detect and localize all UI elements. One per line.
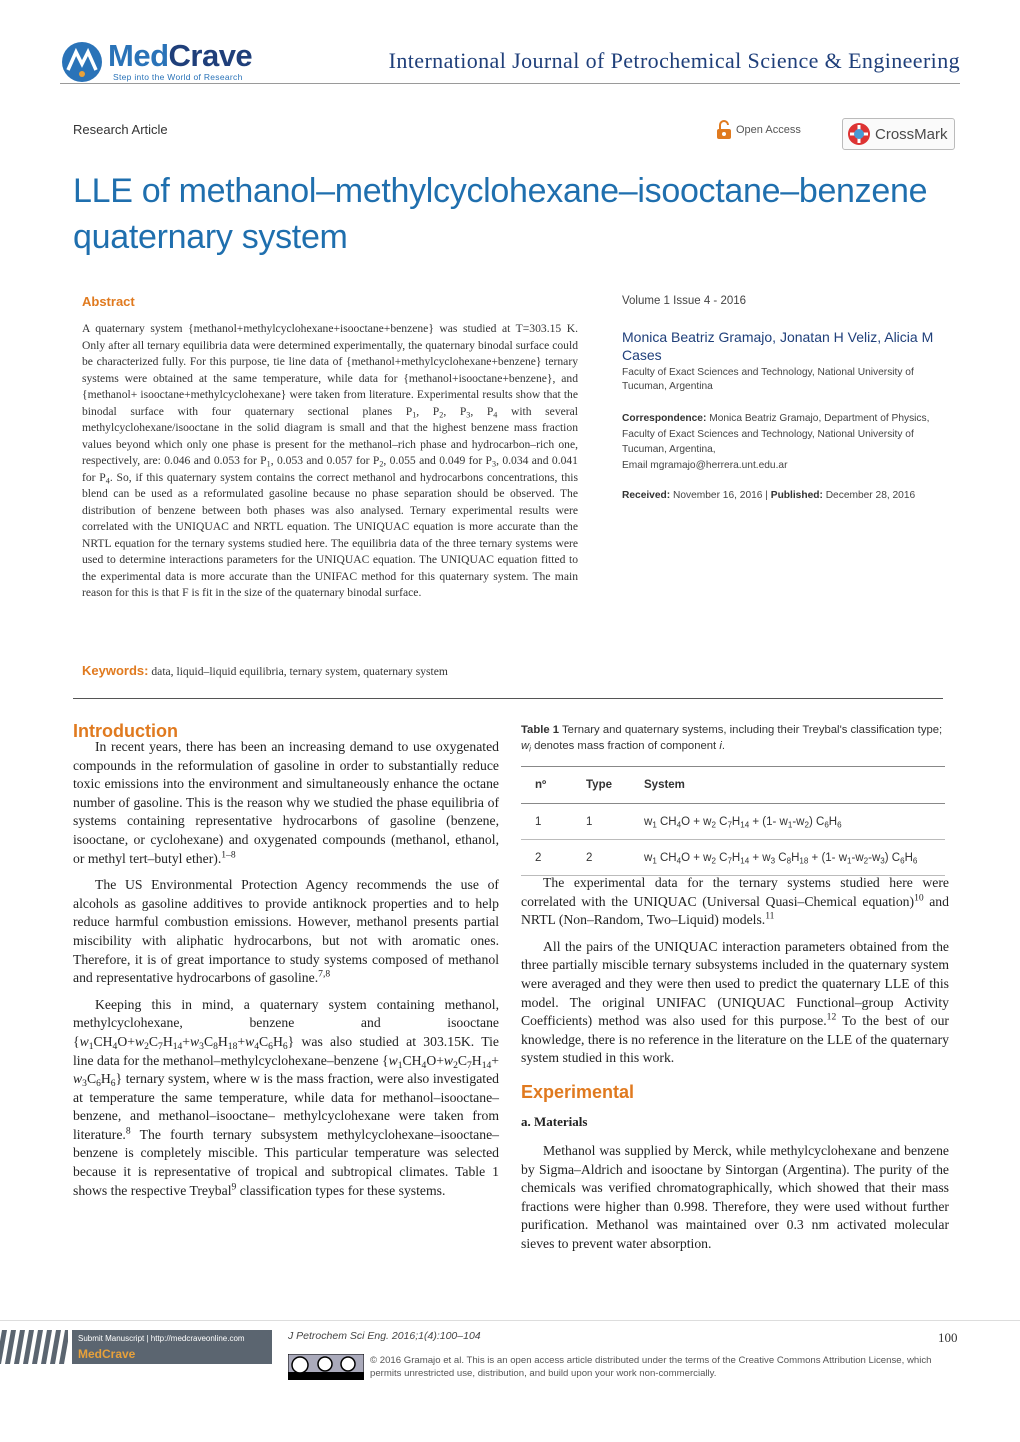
article-type: Research Article bbox=[73, 122, 168, 137]
cell-type: 1 bbox=[582, 804, 643, 840]
crossmark-button[interactable] bbox=[842, 118, 955, 150]
affiliation: Faculty of Exact Sciences and Technology, National University of Tucuman, Argentina bbox=[622, 367, 914, 392]
published-label: Published: bbox=[770, 490, 823, 501]
footer-citation: J Petrochem Sci Eng. 2016;1(4):100–104 bbox=[288, 1330, 481, 1342]
volume-issue: Volume 1 Issue 4 - 2016 bbox=[622, 295, 747, 307]
medcrave-logo[interactable]: MedCrave bbox=[108, 38, 253, 73]
col-header-type: Type bbox=[582, 767, 643, 804]
journal-title: International Journal of Petrochemical Science & Engineering bbox=[388, 48, 960, 73]
cell-type: 2 bbox=[582, 840, 643, 876]
published-date: December 28, 2016 bbox=[825, 490, 916, 501]
correspondence-label: Correspondence: bbox=[622, 413, 707, 424]
article-title: LLE of methanol–methylcyclohexane–isooctane–benzene quaternary system bbox=[73, 172, 928, 256]
table-row bbox=[521, 804, 945, 840]
medcrave-logo-icon bbox=[60, 40, 104, 84]
experimental-heading: Experimental bbox=[521, 1082, 635, 1102]
authors: Monica Beatriz Gramajo, Jonatan H Veliz, Alicia M Cases bbox=[622, 329, 934, 363]
barcode-decoration-icon bbox=[0, 1330, 68, 1364]
received-label: Received: bbox=[622, 490, 671, 501]
cell-system: $w_1$ $CH_4O + w_2$ $C_7H_{14} + (1-$ $w_1-w_2$) $C_6H_6$ bbox=[643, 804, 945, 840]
received-date: November 16, 2016 bbox=[672, 490, 763, 501]
cell-n: 2 bbox=[521, 840, 582, 876]
keywords-list: data, liquid–liquid equilibria, ternary system, quaternary system bbox=[151, 665, 448, 678]
keywords-label: Keywords: bbox=[82, 663, 149, 678]
header-divider bbox=[60, 83, 960, 84]
introduction-text: In recent years, there has been an increasing demand to use oxygenated compounds in the reformulation of gasoline in order to substantially reduce toxic emissions into the environment and simultaneously enhance the octane number of gasoline. This is the reason why we studied the phase equilibria of systems containing representative hydrocarbons of gasoline (benzene, isooctane, or cyclohexane) and oxygenated compounds (methanol, ethanol, or methyl tert–butyl ether).$^{1-8}$ The US Environmental Protection Agency recommends the use of alcohols as gasoline additives to provide antiknock properties and to help reduce harmful combustion emissions. However, methanol presents partial miscibility with aliphatic hydrocarbons, but not with aromatic ones. Therefore, it is of great importance to study systems composed of methanol and representative hydrocarbons of gasoline.$^{7,8}$ Keeping this in mind, a quaternary system containing methanol, methylcyclohexane, benzene and isooctane $\{w_1CH_4O+w_2C_7H_{14}+w_3C_8H_{18}+w_4C_6H_6\}$ was also studied at 303.15K. Tie line data for the methanol–methylcyclohexane–benzene $\{w_1CH_4O+w_2C_7H_{14}+ w_3C_6H_6\}$ ternary system, where w is the mass fraction, were also investigated at temperature the same temperature, while data for methanol–isooctane–benzene, and methanol–isooctane– methylcyclohexane were taken from literature.$^8$ The fourth ternary subsystem methylcyclohexane–isooctane–benzene is completely miscible. This particular temperature was selected because it is representative of tropical and subtropical climates. Table 1 shows the respective Treybal$^9$ classification types for these systems. bbox=[73, 739, 499, 1198]
article-dates: Received: November 16, 2016 | Published: December 28, 2016 bbox=[622, 490, 916, 501]
keywords bbox=[82, 663, 448, 678]
logo-tagline: Step into the World of Research bbox=[113, 72, 243, 82]
creative-commons-icon[interactable] bbox=[288, 1354, 364, 1380]
correspondence-text: Monica Beatriz Gramajo, Department of Physics, Faculty of Exact Sciences and Technology, National University of Tucuman, Argentina, bbox=[622, 413, 930, 455]
table-header-row bbox=[521, 767, 945, 804]
footer-divider bbox=[0, 1320, 1020, 1321]
crossmark-icon bbox=[847, 122, 871, 146]
table-row bbox=[521, 840, 945, 876]
abstract-text: A quaternary system {methanol+methylcyclohexane+isooctane+benzene} was studied at T=303.15 K. Only after all ternary equilibria data were determined experimentally, the quaternary binodal surface could be characterized fully. For this purpose, tie line data of {methanol+methylcyclohexane+benzene} ternary systems were obtained at the same temperature, while data for {methanol+isooctane+benzene}, and {methanol+ isooctane+methylcyclohexane} were taken from literature. Experimental results show that the binodal surface with four quaternary sectional planes $P_1$, $P_2$, $P_3$, $P_4$ with several methylcyclohexane/isooctane in the solid diagram is small and that the highest benzene mass fraction values beyond which only one phase is present for the methanol–rich phase and hydrocarbon–rich one, respectively, are: 0.046 and 0.053 for $P_1$, 0.053 and 0.057 for $P_2$, 0.055 and 0.049 for $P_3$, 0.034 and 0.041 for $P_4$. So, if this quaternary system contains the correct methanol and hydrocarbons concentrations, this blend can be used as a reformulated gasoline because no phase separation should be observed. The distribution of benzene between both phases was also analysed. Ternary experimental results were correlated with the UNIQUAC and NRTL equation. The UNIQUAC equation is more accurate than the NRTL equation for the ternary systems studied here. The equilibria data of the three ternary systems were used to determine interactions parameters for the UNIQUAC equation. The UNIQUAC equation fitted to the experimental data is more accurate than the UNIFAC method for this quaternary system. The main reason for this is that F is fit in the size of the quaternary binodal surface. bbox=[82, 322, 578, 599]
abstract-heading: Abstract bbox=[82, 294, 135, 309]
materials-heading: a. Materials bbox=[521, 1114, 588, 1129]
col-header-n: nº bbox=[521, 767, 582, 804]
license-text: © 2016 Gramajo et al. This is an open access article distributed under the terms of the Creative Commons Attribution License, which permits unrestricted use, distribution, and build upon your work non-commercially. bbox=[370, 1355, 932, 1379]
footer-medcrave-logo: MedCrave bbox=[78, 1347, 136, 1361]
table-caption: Table 1 Ternary and quaternary systems, including their Treybal's classification type; $w_i$ denotes mass fraction of component i. bbox=[521, 724, 943, 754]
section-divider bbox=[73, 698, 943, 699]
materials-text: Methanol was supplied by Merck, while methylcyclohexane and benzene by Sigma–Aldrich and isooctane by Sintorgan (Argentina). The purity of the chemicals was verified chromatographically, which showed that their mass fractions were higher than 0.998. Therefore, they were used without further purification. Methanol was maintained over 0.3 nm activated molecular sieves to prevent water absorption. bbox=[521, 1143, 949, 1251]
systems-table bbox=[521, 766, 945, 876]
page-number: 100 bbox=[938, 1330, 958, 1345]
correspondence bbox=[622, 411, 942, 473]
open-access-badge[interactable] bbox=[716, 120, 801, 140]
open-lock-icon bbox=[716, 120, 732, 140]
submit-manuscript-link[interactable]: Submit Manuscript | http://medcraveonline.com bbox=[78, 1334, 245, 1343]
crossmark-label: CrossMark bbox=[875, 125, 948, 143]
introduction-heading: Introduction bbox=[73, 721, 178, 741]
open-access-label: Open Access bbox=[736, 124, 801, 136]
correlation-text: The experimental data for the ternary systems studied here were correlated with the UNIQUAC (Universal Quasi–Chemical equation)$^{10}$ and NRTL (Non–Random, Two–Liquid) models.$^{11}$ All the pairs of the UNIQUAC interaction parameters obtained from the three partially miscible ternary subsystems included in the quaternary system were averaged and they were then used to predict the quaternary LLE of this model. The original UNIFAC (UNIQUAC Functional–group Activity Coefficients) method was also used for this purpose.$^{12}$ To the best of our knowledge, there is no reference in the literature on the LLE of the quaternary system studied in this work. bbox=[521, 875, 949, 1066]
email[interactable]: Email mgramajo@herrera.unt.edu.ar bbox=[622, 459, 788, 471]
table-label: Table 1 bbox=[521, 724, 560, 736]
col-header-system: System bbox=[643, 767, 945, 804]
cell-system: $w_1$ $CH_4O + w_2$ $C_7H_{14} + w_3$ $C_8H_{18} + (1-$ $w_1-w_2-w_3$) $C_6H_6$ bbox=[643, 840, 945, 876]
cell-n: 1 bbox=[521, 804, 582, 840]
